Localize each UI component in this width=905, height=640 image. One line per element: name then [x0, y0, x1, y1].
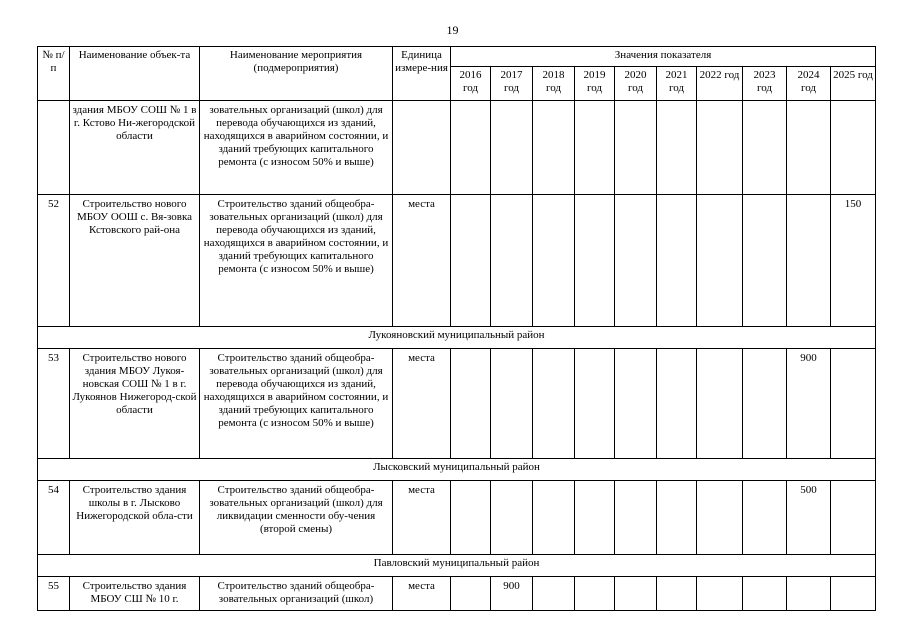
header-year: 2025 год: [831, 67, 876, 101]
table-row: [38, 481, 876, 555]
header-object: Наименование объек-та: [70, 47, 200, 101]
header-num: № п/п: [38, 47, 70, 101]
year-value-cell: [657, 101, 697, 195]
event-name: Строительство зданий общеобра-зовательных организаций (школ) для перевода обучающихся из зданий, находящихся в аварийном состоянии, и зданий требующих капитального ремонта (с износом 50% и выше): [200, 349, 393, 459]
district-row: [38, 459, 876, 481]
object-name: здания МБОУ СОШ № 1 в г. Кстово Ни-жегородской области: [70, 101, 200, 195]
unit-cell: [393, 101, 451, 195]
header-year: 2023 год: [743, 67, 787, 101]
event-name: Строительство зданий общеобра-зовательных организаций (школ) для перевода обучающихся из зданий, находящихся в аварийном состоянии, и зданий требующих капитального ремонта (с износом 50% и выше): [200, 195, 393, 327]
header-year: 2017 год: [491, 67, 533, 101]
year-value-cell: [533, 481, 575, 555]
unit-cell: места: [393, 481, 451, 555]
year-value-cell: [491, 349, 533, 459]
year-value-cell: [451, 349, 491, 459]
indicator-table: [37, 46, 876, 611]
year-value-cell: [743, 481, 787, 555]
event-name: зовательных организаций (школ) для перевода обучающихся из зданий, находящихся в аварийном состоянии, и зданий требующих капитального ремонта (с износом 50% и выше): [200, 101, 393, 195]
year-value-cell: [575, 577, 615, 611]
year-value-cell: [743, 577, 787, 611]
row-number: 52: [38, 195, 70, 327]
row-number: [38, 101, 70, 195]
year-value-cell: [533, 577, 575, 611]
district-row: [38, 327, 876, 349]
header-year: 2016 год: [451, 67, 491, 101]
header-year: 2018 год: [533, 67, 575, 101]
header-year: 2021 год: [657, 67, 697, 101]
district-row: [38, 555, 876, 577]
row-number: 55: [38, 577, 70, 611]
year-value-cell: [657, 481, 697, 555]
header-unit: Единица измере-ния: [393, 47, 451, 101]
year-value-cell: [491, 481, 533, 555]
district-label: Лукояновский муниципальный район: [38, 327, 876, 349]
year-value-cell: [743, 195, 787, 327]
row-number: 53: [38, 349, 70, 459]
year-value-cell: [491, 101, 533, 195]
year-value-cell: [451, 101, 491, 195]
year-value-cell: [615, 481, 657, 555]
year-value-cell: [697, 349, 743, 459]
table-row: [38, 195, 876, 327]
header-year: 2019 год: [575, 67, 615, 101]
year-value-cell: [743, 101, 787, 195]
unit-cell: места: [393, 349, 451, 459]
table-row: [38, 349, 876, 459]
unit-cell: места: [393, 195, 451, 327]
year-value-cell: [533, 349, 575, 459]
object-name: Строительство нового здания МБОУ Лукоя-новская СОШ № 1 в г. Лукоянов Нижегород-ской области: [70, 349, 200, 459]
year-value-cell: [615, 577, 657, 611]
year-value-cell: [451, 481, 491, 555]
table-header: [38, 47, 876, 101]
page-number: 19: [446, 23, 459, 37]
district-label: Лысковский муниципальный район: [38, 459, 876, 481]
year-value-cell: 500: [787, 481, 831, 555]
header-event: Наименование мероприятия (подмероприятия): [200, 47, 393, 101]
header-values: Значения показателя: [451, 47, 876, 67]
table-row: [38, 101, 876, 195]
year-value-cell: [697, 101, 743, 195]
year-value-cell: [657, 349, 697, 459]
year-value-cell: [615, 195, 657, 327]
year-value-cell: [575, 349, 615, 459]
year-value-cell: [697, 195, 743, 327]
object-name: Строительство здания МБОУ СШ № 10 г.: [70, 577, 200, 611]
year-value-cell: [657, 195, 697, 327]
header-year: 2020 год: [615, 67, 657, 101]
event-name: Строительство зданий общеобра-зовательных организаций (школ): [200, 577, 393, 611]
header-year: 2024 год: [787, 67, 831, 101]
year-value-cell: [831, 577, 876, 611]
year-value-cell: [533, 101, 575, 195]
year-value-cell: [697, 577, 743, 611]
object-name: Строительство нового МБОУ ООШ с. Вя-зовка Кстовского рай-она: [70, 195, 200, 327]
year-value-cell: [697, 481, 743, 555]
header-year: 2022 год: [697, 67, 743, 101]
year-value-cell: [615, 101, 657, 195]
year-value-cell: [831, 349, 876, 459]
event-name: Строительство зданий общеобра-зовательных организаций (школ) для ликвидации сменности обу-чения (второй смены): [200, 481, 393, 555]
year-value-cell: [615, 349, 657, 459]
year-value-cell: 900: [491, 577, 533, 611]
year-value-cell: [787, 577, 831, 611]
year-value-cell: [575, 481, 615, 555]
year-value-cell: [491, 195, 533, 327]
year-value-cell: [787, 195, 831, 327]
year-value-cell: 900: [787, 349, 831, 459]
object-name: Строительство здания школы в г. Лысково Нижегородской обла-сти: [70, 481, 200, 555]
year-value-cell: [575, 195, 615, 327]
year-value-cell: [787, 101, 831, 195]
year-value-cell: [831, 481, 876, 555]
year-value-cell: [743, 349, 787, 459]
year-value-cell: [451, 577, 491, 611]
year-value-cell: 150: [831, 195, 876, 327]
year-value-cell: [533, 195, 575, 327]
unit-cell: места: [393, 577, 451, 611]
district-label: Павловский муниципальный район: [38, 555, 876, 577]
table-row: [38, 577, 876, 611]
year-value-cell: [657, 577, 697, 611]
year-value-cell: [451, 195, 491, 327]
table-body: [38, 101, 876, 611]
row-number: 54: [38, 481, 70, 555]
year-value-cell: [575, 101, 615, 195]
year-value-cell: [831, 101, 876, 195]
